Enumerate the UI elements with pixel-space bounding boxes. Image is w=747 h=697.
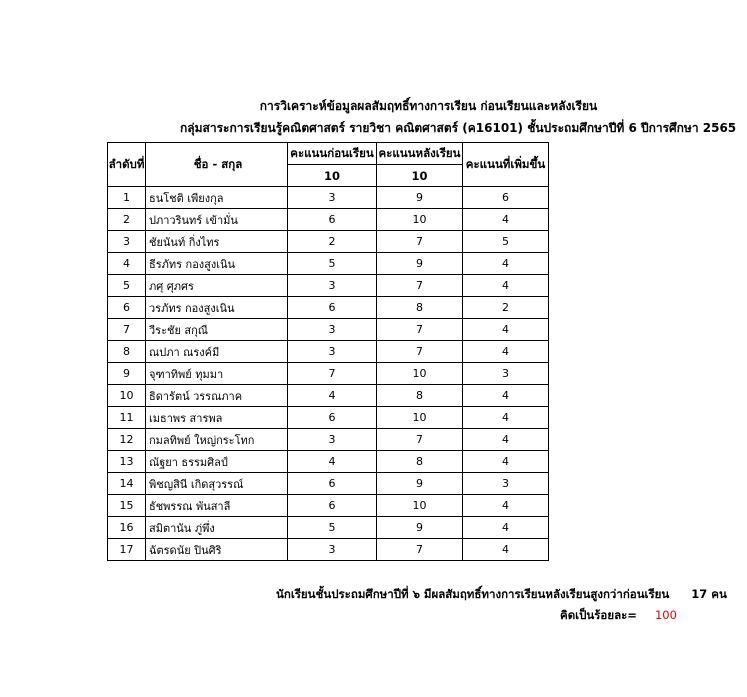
cell-no: 16	[108, 517, 146, 539]
cell-name: เมธาพร สารพล	[146, 407, 288, 429]
cell-gain: 4	[463, 209, 549, 231]
cell-name: ปภาวรินทร์ เข้ามั่น	[146, 209, 288, 231]
cell-pre-score: 3	[288, 539, 377, 561]
score-table-body	[108, 187, 549, 561]
cell-name: ธีรภัทร กองสูงเนิน	[146, 253, 288, 275]
summary-text: นักเรียนชั้นประถมศึกษาปีที่ ๖ มีผลสัมฤทธิ์ทางการเรียนหลังเรียนสูงกว่าก่อนเรียน	[276, 587, 670, 601]
cell-pre-score: 3	[288, 275, 377, 297]
cell-no: 9	[108, 363, 146, 385]
cell-post-score: 9	[377, 473, 463, 495]
cell-post-score: 8	[377, 297, 463, 319]
header-row	[108, 143, 549, 165]
cell-post-score: 8	[377, 385, 463, 407]
cell-post-score: 7	[377, 319, 463, 341]
table-row	[108, 495, 549, 517]
cell-no: 3	[108, 231, 146, 253]
table-row	[108, 385, 549, 407]
cell-no: 11	[108, 407, 146, 429]
cell-pre-score: 6	[288, 407, 377, 429]
header-post-max: 10	[377, 165, 463, 187]
cell-name: กมลทิพย์ ใหญ่กระโทก	[146, 429, 288, 451]
cell-name: วรภัทร กองสูงเนิน	[146, 297, 288, 319]
cell-no: 17	[108, 539, 146, 561]
cell-name: จุฑาทิพย์ ทุมมา	[146, 363, 288, 385]
cell-pre-score: 6	[288, 209, 377, 231]
cell-post-score: 7	[377, 539, 463, 561]
cell-post-score: 7	[377, 231, 463, 253]
cell-pre-score: 5	[288, 517, 377, 539]
table-row	[108, 297, 549, 319]
table-row	[108, 187, 549, 209]
table-row	[108, 429, 549, 451]
cell-gain: 4	[463, 253, 549, 275]
cell-pre-score: 6	[288, 495, 377, 517]
page-title: การวิเคราะห์ข้อมูลผลสัมฤทธิ์ทางการเรียน ก่อนเรียนและหลังเรียน	[259, 99, 598, 113]
table-row	[108, 253, 549, 275]
table-row	[108, 341, 549, 363]
table-row	[108, 473, 549, 495]
cell-gain: 4	[463, 407, 549, 429]
page-subtitle: กลุ่มสาระการเรียนรู้คณิตศาสตร์ รายวิชา คณิตศาสตร์ (ค16101) ชั้นประถมศึกษาปีที่ 6 ปีการศึกษา 2565	[180, 121, 737, 135]
summary-count: 17 คน	[691, 587, 727, 601]
cell-post-score: 10	[377, 363, 463, 385]
cell-gain: 4	[463, 429, 549, 451]
header-no: ลำดับที่	[108, 143, 146, 187]
summary-line	[276, 586, 727, 604]
cell-name: ฉัตรดนัย ปินศิริ	[146, 539, 288, 561]
cell-pre-score: 7	[288, 363, 377, 385]
cell-post-score: 7	[377, 275, 463, 297]
cell-post-score: 7	[377, 341, 463, 363]
cell-post-score: 10	[377, 209, 463, 231]
header-pre: คะแนนก่อนเรียน	[288, 143, 377, 165]
percent-label: คิดเป็นร้อยละ=	[560, 608, 637, 622]
cell-gain: 4	[463, 517, 549, 539]
score-table-header	[108, 143, 549, 187]
table-row	[108, 407, 549, 429]
cell-name: ณัฐยา ธรรมศิลป์	[146, 451, 288, 473]
cell-no: 2	[108, 209, 146, 231]
cell-no: 7	[108, 319, 146, 341]
table-row	[108, 209, 549, 231]
cell-no: 10	[108, 385, 146, 407]
cell-post-score: 7	[377, 429, 463, 451]
cell-name: พิชญสินี เกิดสุวรรณ์	[146, 473, 288, 495]
cell-name: ธัชพรรณ พันสาลี	[146, 495, 288, 517]
cell-name: ธิดารัตน์ วรรณภาค	[146, 385, 288, 407]
cell-pre-score: 3	[288, 341, 377, 363]
cell-name: ธนโชติ เพียงกุล	[146, 187, 288, 209]
cell-gain: 6	[463, 187, 549, 209]
cell-pre-score: 4	[288, 451, 377, 473]
cell-gain: 3	[463, 473, 549, 495]
cell-no: 4	[108, 253, 146, 275]
table-row	[108, 231, 549, 253]
cell-pre-score: 6	[288, 297, 377, 319]
cell-name: ณปภา ณรงค์มี	[146, 341, 288, 363]
cell-gain: 5	[463, 231, 549, 253]
cell-name: ภศุ ศุภศร	[146, 275, 288, 297]
cell-pre-score: 3	[288, 187, 377, 209]
cell-gain: 4	[463, 451, 549, 473]
cell-post-score: 10	[377, 495, 463, 517]
table-row	[108, 517, 549, 539]
cell-post-score: 10	[377, 407, 463, 429]
cell-post-score: 9	[377, 517, 463, 539]
cell-name: ชัยนันท์ กิ่งไทร	[146, 231, 288, 253]
cell-pre-score: 5	[288, 253, 377, 275]
cell-gain: 4	[463, 539, 549, 561]
cell-post-score: 8	[377, 451, 463, 473]
cell-no: 14	[108, 473, 146, 495]
cell-no: 15	[108, 495, 146, 517]
cell-pre-score: 3	[288, 319, 377, 341]
cell-gain: 4	[463, 341, 549, 363]
cell-pre-score: 4	[288, 385, 377, 407]
cell-name: วีระชัย สกุณี	[146, 319, 288, 341]
cell-no: 12	[108, 429, 146, 451]
header-gain: คะแนนที่เพิ่มขึ้น	[463, 143, 549, 187]
header-post: คะแนนหลังเรียน	[377, 143, 463, 165]
cell-gain: 3	[463, 363, 549, 385]
table-row	[108, 451, 549, 473]
percent-line	[560, 607, 677, 625]
cell-gain: 2	[463, 297, 549, 319]
cell-pre-score: 6	[288, 473, 377, 495]
cell-name: สมิตานัน ภู่พึ่ง	[146, 517, 288, 539]
percent-value: 100	[654, 608, 677, 622]
cell-pre-score: 3	[288, 429, 377, 451]
cell-no: 5	[108, 275, 146, 297]
header-pre-max: 10	[288, 165, 377, 187]
score-table	[107, 142, 549, 561]
cell-no: 1	[108, 187, 146, 209]
header-name: ชื่อ - สกุล	[146, 143, 288, 187]
cell-pre-score: 2	[288, 231, 377, 253]
cell-no: 13	[108, 451, 146, 473]
table-row	[108, 363, 549, 385]
cell-post-score: 9	[377, 253, 463, 275]
cell-gain: 4	[463, 385, 549, 407]
table-row	[108, 275, 549, 297]
cell-gain: 4	[463, 275, 549, 297]
cell-gain: 4	[463, 319, 549, 341]
cell-post-score: 9	[377, 187, 463, 209]
cell-no: 8	[108, 341, 146, 363]
cell-gain: 4	[463, 495, 549, 517]
table-row	[108, 319, 549, 341]
cell-no: 6	[108, 297, 146, 319]
table-row	[108, 539, 549, 561]
